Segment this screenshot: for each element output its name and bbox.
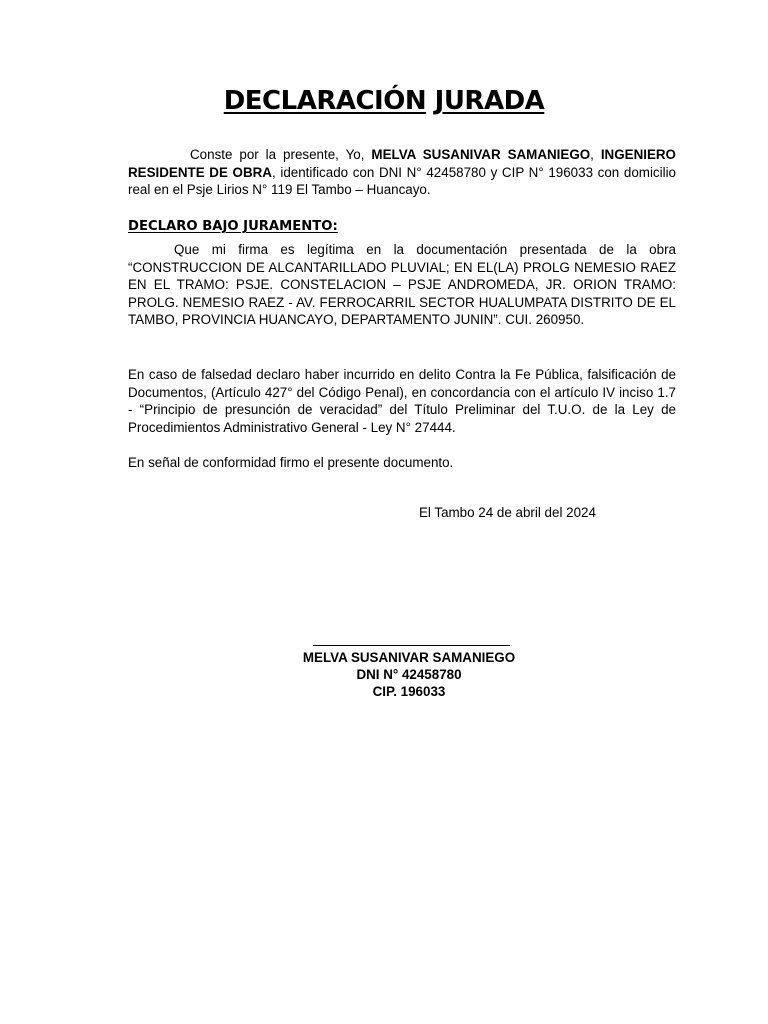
obra-paragraph-text: Que mi firma es legítima en la documentación presentada de la obra “CONSTRUCCION DE ALCANTARILLADO PLUVIAL; EN EL(LA) PROLG NEMESIO RAEZ EN EL TRAMO: PSJE. CONSTELACION – PSJE ANDROMEDA, JR. ORION TRAMO: PROLG. NEMESIO RAEZ - AV. FERROCARRIL SECTOR HUALUMPATA DISTRITO DE EL TAMBO, PROVINCIA HUANCAYO, DEPARTAMENTO JUNIN”. CUI. 260950. xyxy=(128,242,676,328)
declarant-role: INGENIERO RESIDENTE DE OBRA xyxy=(128,147,676,180)
conformidad-paragraph-text: En señal de conformidad firmo el presente documento. xyxy=(128,455,454,470)
obra-paragraph xyxy=(128,241,676,329)
intro-paragraph xyxy=(128,146,676,199)
signature-cip: CIP. 196033 xyxy=(372,684,446,699)
date-line: El Tambo 24 de abril del 2024 xyxy=(419,505,596,520)
intro-text-1: Conste por la presente, Yo, xyxy=(190,147,372,162)
declaro-heading: DECLARO BAJO JURAMENTO: xyxy=(128,219,338,234)
falsedad-paragraph xyxy=(128,366,676,436)
signature-name: MELVA SUSANIVAR SAMANIEGO xyxy=(302,650,516,665)
signature-dni: DNI N° 42458780 xyxy=(356,667,462,682)
signature-line xyxy=(313,645,510,646)
intro-text-2: , xyxy=(590,147,601,162)
falsedad-paragraph-text: En caso de falsedad declaro haber incurrido en delito Contra la Fe Pública, falsificación de Documentos, (Artículo 427° del Código Penal), en concordancia con el artículo IV inciso 1.7 - “Principio de presunción de veracidad” del Título Preliminar del T.U.O. de la Ley de Procedimientos Administrativo General - Ley N° 27444. xyxy=(128,367,676,435)
declarant-name: MELVA SUSANIVAR SAMANIEGO xyxy=(371,147,591,162)
conformidad-paragraph xyxy=(128,454,676,472)
intro-text-3: , identificado con DNI N° 42458780 y CIP N° 196033 con domicilio real en el Psje Lirios N° 119 El Tambo – Huancayo. xyxy=(128,164,676,198)
document-title xyxy=(0,86,768,116)
title-word-jurada: JURADA xyxy=(434,86,545,116)
title-word-declaracion: DECLARACIÓN xyxy=(223,86,427,116)
